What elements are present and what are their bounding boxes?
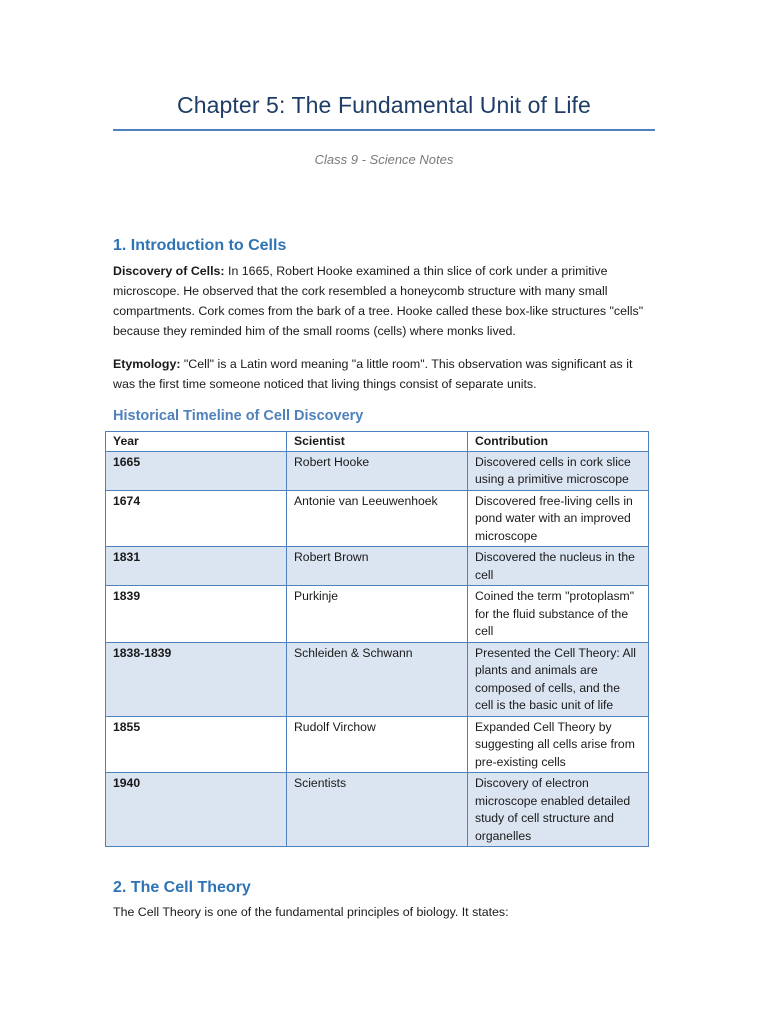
table-header-row: [106, 432, 649, 452]
contribution-cell: Expanded Cell Theory by suggesting all cells arise from pre-existing cells: [468, 716, 649, 773]
year-cell: 1940: [106, 773, 287, 847]
table-row: [106, 547, 649, 586]
title-underline: [113, 129, 655, 131]
page-subtitle: Class 9 - Science Notes: [314, 152, 454, 167]
table-row: [106, 490, 649, 547]
year-cell: 1665: [106, 451, 287, 490]
paragraph-label: Discovery of Cells:: [113, 264, 225, 278]
year-cell: 1674: [106, 490, 287, 547]
year-cell: 1839: [106, 586, 287, 643]
contribution-cell: Coined the term "protoplasm" for the fluid substance of the cell: [468, 586, 649, 643]
contribution-cell: Presented the Cell Theory: All plants and animals are composed of cells, and the cell is the basic unit of life: [468, 642, 649, 716]
year-cell: 1855: [106, 716, 287, 773]
paragraph-cell-theory-intro: The Cell Theory is one of the fundamental principles of biology. It states:: [113, 905, 509, 919]
table-row: [106, 773, 649, 847]
timeline-heading: Historical Timeline of Cell Discovery: [113, 408, 364, 424]
column-header-contribution: Contribution: [468, 432, 649, 452]
scientist-cell: Schleiden & Schwann: [287, 642, 468, 716]
column-header-scientist: Scientist: [287, 432, 468, 452]
table-row: [106, 642, 649, 716]
contribution-cell: Discovered the nucleus in the cell: [468, 547, 649, 586]
paragraph-label: Etymology:: [113, 357, 181, 371]
contribution-cell: Discovery of electron microscope enabled detailed study of cell structure and organelles: [468, 773, 649, 847]
page-title: Chapter 5: The Fundamental Unit of Life: [177, 92, 591, 118]
contribution-cell: Discovered cells in cork slice using a primitive microscope: [468, 451, 649, 490]
section-heading-cell-theory: 2. The Cell Theory: [113, 879, 251, 896]
scientist-cell: Purkinje: [287, 586, 468, 643]
paragraph-text: "Cell" is a Latin word meaning "a little room". This observation was significant as it was the first time someone noticed that living things consist of separate units.: [113, 357, 633, 391]
section-heading-introduction: 1. Introduction to Cells: [113, 237, 287, 254]
year-cell: 1838-1839: [106, 642, 287, 716]
timeline-table: [105, 431, 649, 847]
paragraph-discovery-of-cells: [113, 261, 648, 341]
paragraph-text: In 1665, Robert Hooke examined a thin slice of cork under a primitive microscope. He observed that the cork resembled a honeycomb structure with many small compartments. Cork comes from the bark of a tree. Hooke called these box-like structures "cells" because they reminded him of the small rooms (cells) where monks lived.: [113, 264, 644, 338]
scientist-cell: Robert Brown: [287, 547, 468, 586]
table-row: [106, 716, 649, 773]
scientist-cell: Rudolf Virchow: [287, 716, 468, 773]
scientist-cell: Scientists: [287, 773, 468, 847]
column-header-year: Year: [106, 432, 287, 452]
table-row: [106, 586, 649, 643]
paragraph-etymology: [113, 354, 648, 394]
scientist-cell: Robert Hooke: [287, 451, 468, 490]
table-row: [106, 451, 649, 490]
scientist-cell: Antonie van Leeuwenhoek: [287, 490, 468, 547]
year-cell: 1831: [106, 547, 287, 586]
contribution-cell: Discovered free-living cells in pond water with an improved microscope: [468, 490, 649, 547]
